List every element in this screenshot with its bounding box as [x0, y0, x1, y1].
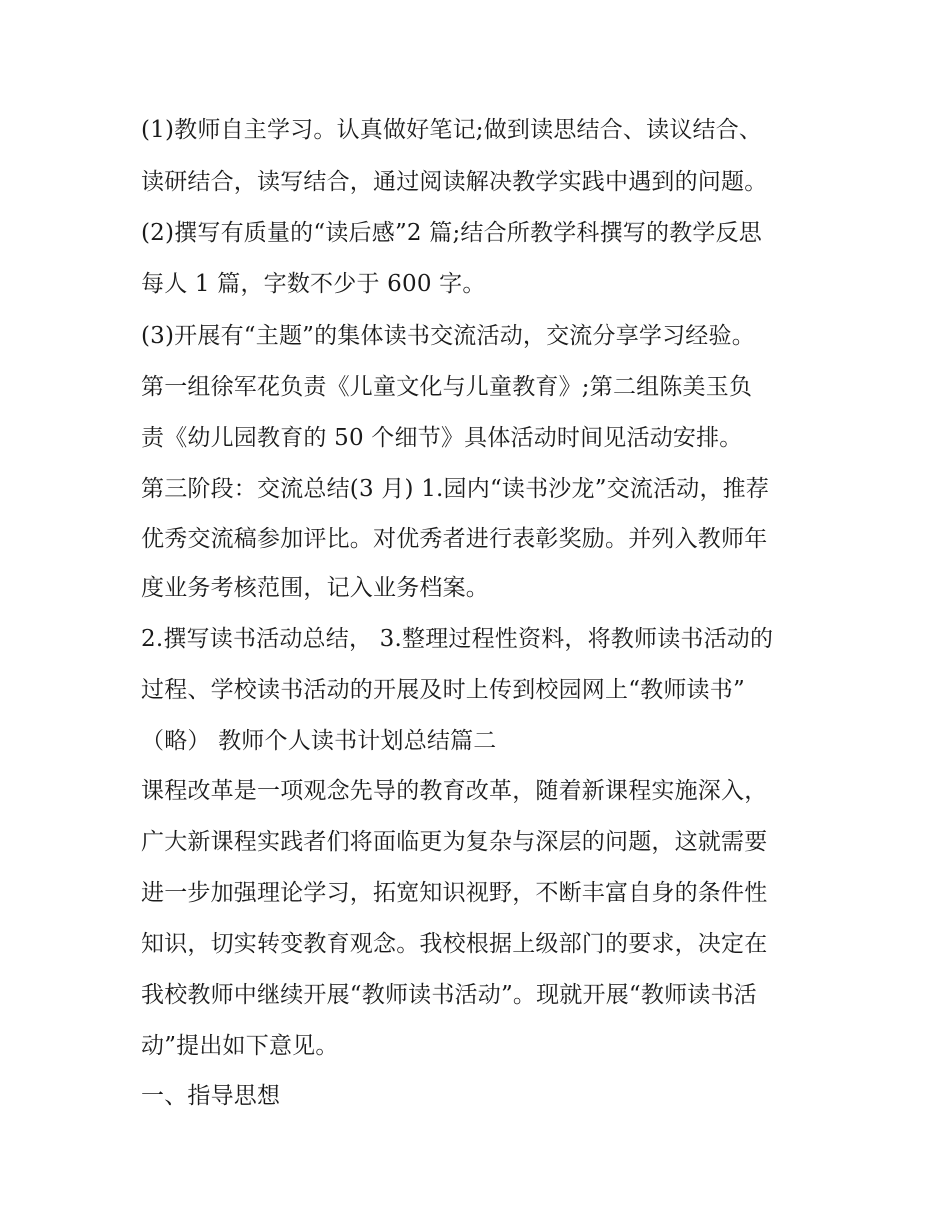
- text-line: 课程改革是一项观念先导的教育改革，随着新课程实施深入，: [141, 778, 768, 804]
- text-line: (1)教师自主学习。认真做好笔记;做到读思结合、读议结合、: [141, 117, 763, 143]
- section-heading: （略） 教师个人读书计划总结篇二: [141, 728, 497, 754]
- text-line: 责《幼儿园教育的 50 个细节》具体活动时间见活动安排。: [141, 425, 743, 451]
- text-line: 过程、学校读书活动的开展及时上传到校园网上“教师读书”: [141, 677, 745, 703]
- text-line: 每人 1 篇，字数不少于 600 字。: [141, 271, 486, 297]
- text-line: 动”提出如下意见。: [141, 1033, 339, 1059]
- text-line: (3)开展有“主题”的集体读书交流活动，交流分享学习经验。: [141, 323, 755, 349]
- text-line: 度业务考核范围，记入业务档案。: [141, 575, 489, 601]
- text-line: 进一步加强理论学习，拓宽知识视野，不断丰富自身的条件性: [141, 880, 768, 906]
- section-heading: 一、指导思想: [141, 1083, 281, 1109]
- text-line: 2.撰写读书活动总结， 3.整理过程性资料，将教师读书活动的: [141, 626, 774, 652]
- text-line: (2)撰写有质量的“读后感”2 篇;结合所教学科撰写的教学反思: [141, 220, 762, 246]
- text-line: 优秀交流稿参加评比。对优秀者进行表彰奖励。并列入教师年: [141, 526, 768, 552]
- text-line: 我校教师中继续开展“教师读书活动”。现就开展“教师读书活: [141, 982, 757, 1008]
- text-line: 广大新课程实践者们将面临更为复杂与深层的问题，这就需要: [141, 829, 768, 855]
- text-line: 知识，切实转变教育观念。我校根据上级部门的要求，决定在: [141, 931, 768, 957]
- text-line: 读研结合，读写结合，通过阅读解决教学实践中遇到的问题。: [141, 169, 768, 195]
- text-line: 第三阶段：交流总结(3 月) 1.园内“读书沙龙”交流活动，推荐: [141, 476, 770, 502]
- text-line: 第一组徐军花负责《儿童文化与儿童教育》;第二组陈美玉负: [141, 374, 753, 400]
